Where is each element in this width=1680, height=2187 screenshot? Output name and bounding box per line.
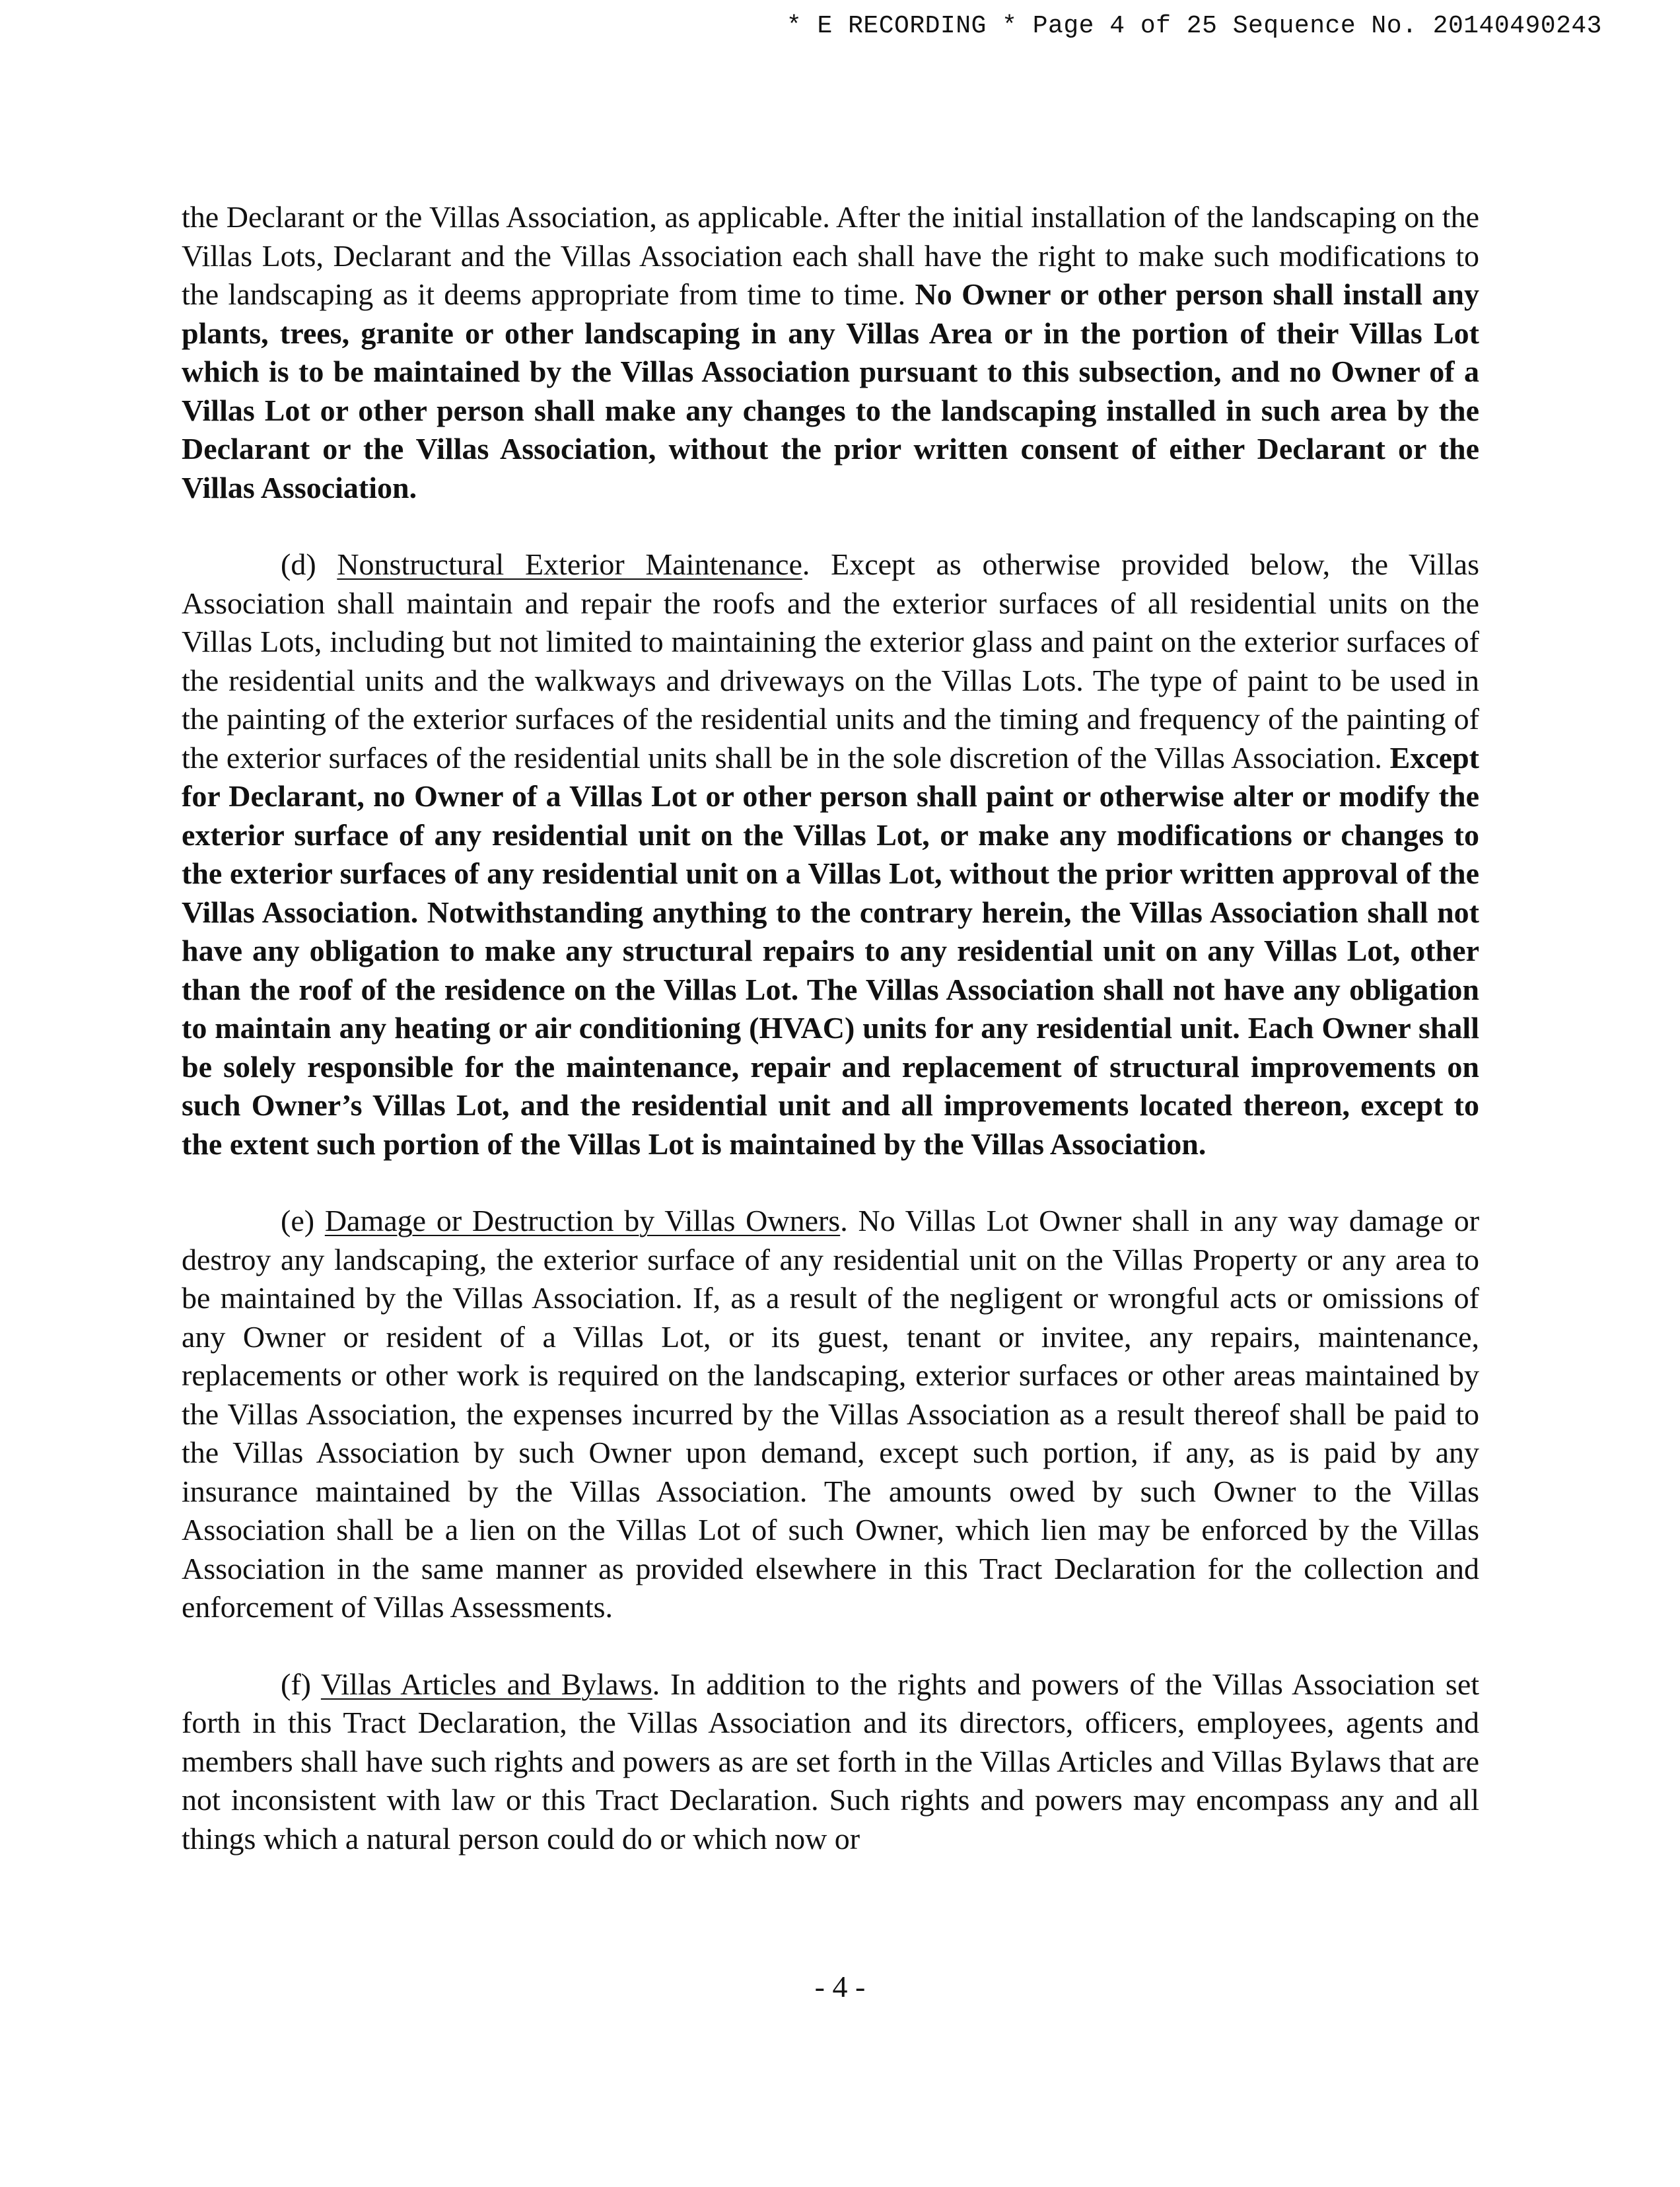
- document-body: [182, 198, 1479, 1896]
- section-f: [182, 1665, 1479, 1859]
- section-label: (d): [281, 547, 337, 581]
- paragraph-text: the Declarant or the Villas Association, as applicable. After the initial installation of the landscaping on the Villas Lots, Declarant and the Villas Association each shall have the right to make such modifications to the landscaping as it deems appropriate from time to time.: [182, 200, 1479, 311]
- section-e: [182, 1202, 1479, 1627]
- recording-header: * E RECORDING * Page 4 of 25 Sequence No. 20140490243: [786, 12, 1602, 40]
- section-text: . In addition to the rights and powers of the Villas Association set forth in this Tract Declaration, the Villas Association and its directors, officers, employees, agents and members shall have such rights and powers as are set forth in the Villas Articles and Villas Bylaws that are not inconsistent with law or this Tract Declaration. Such rights and powers may encompass any and all things which a natural person could do or which now or: [182, 1667, 1480, 1856]
- page-number: - 4 -: [814, 1970, 866, 2003]
- section-heading: Damage or Destruction by Villas Owners: [324, 1204, 841, 1237]
- section-text: . Except as otherwise provided below, the Villas Association shall maintain and repair the roofs and the exterior surfaces of all residential units on the Villas Lots, including but not limited to maintaining the exterior glass and paint on the exterior surfaces of the residential units and the walkways and driveways on the Villas Lots. The type of paint to be used in the painting of the exterior surfaces of the residential units and the timing and frequency of the painting of the exterior surfaces of the residential units shall be in the sole discretion of the Villas Association.: [182, 547, 1480, 775]
- paragraph-bold-text: No Owner or other person shall install any plants, trees, granite or other landscaping in any Villas Area or in the portion of their Villas Lot which is to be maintained by the Villas Association pursuant to this subsection, and no Owner of a Villas Lot or other person shall make any changes to the landscaping installed in such area by the Declarant or the Villas Association, without the prior written consent of either Declarant or the Villas Association.: [182, 277, 1480, 504]
- section-heading: Nonstructural Exterior Maintenance: [337, 547, 802, 581]
- section-text: . No Villas Lot Owner shall in any way damage or destroy any landscaping, the exterior surface of any residential unit on the Villas Property or any area to be maintained by the Villas Association. If, as a result of the negligent or wrongful acts or omissions of any Owner or resident of a Villas Lot, or its guest, tenant or invitee, any repairs, maintenance, replacements or other work is required on the landscaping, exterior surfaces or other areas maintained by the Villas Association, the expenses incurred by the Villas Association as a result thereof shall be paid to the Villas Association by such Owner upon demand, except such portion, if any, as is paid by any insurance maintained by the Villas Association. The amounts owed by such Owner to the Villas Association shall be a lien on the Villas Lot of such Owner, which lien may be enforced by the Villas Association in the same manner as provided elsewhere in this Tract Declaration for the collection and enforcement of Villas Assessments.: [182, 1204, 1480, 1624]
- section-d: [182, 545, 1479, 1163]
- section-heading: Villas Articles and Bylaws: [320, 1667, 652, 1701]
- section-label: (f): [281, 1667, 321, 1701]
- paragraph-continuation: [182, 198, 1479, 507]
- section-label: (e): [281, 1204, 325, 1237]
- section-bold-text: Except for Declarant, no Owner of a Villas Lot or other person shall paint or otherwise alter or modify the exterior surface of any residential unit on the Villas Lot, or make any modifications or changes to the exterior surfaces of any residential unit on a Villas Lot, without the prior written approval of the Villas Association. Notwithstanding anything to the contrary herein, the Villas Association shall not have any obligation to make any structural repairs to any residential unit on any Villas Lot, other than the roof of the residence on the Villas Lot. The Villas Association shall not have any obligation to maintain any heating or air conditioning (HVAC) units for any residential unit. Each Owner shall be solely responsible for the maintenance, repair and replacement of structural improvements on such Owner’s Villas Lot, and the residential unit and all improvements located thereon, except to the extent such portion of the Villas Lot is maintained by the Villas Association.: [182, 740, 1479, 1161]
